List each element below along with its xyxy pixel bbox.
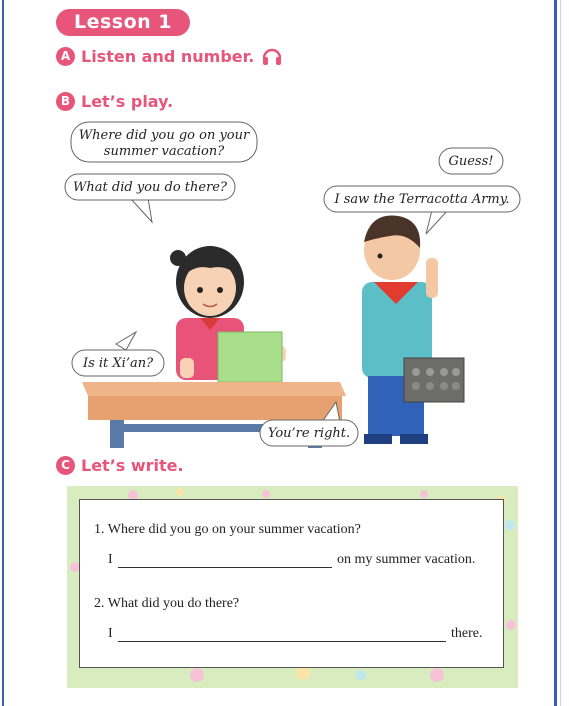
decor-dot	[296, 666, 310, 680]
speech-bubble-where	[71, 122, 257, 162]
decor-dot	[430, 668, 444, 682]
speech-bubble-saw	[324, 186, 520, 234]
answer-2-blank[interactable]	[118, 641, 446, 642]
decor-dot	[190, 668, 204, 682]
lesson-title: Lesson 1	[56, 9, 190, 36]
decor-dot	[262, 490, 270, 498]
bubble-right-text: You’re right.	[267, 426, 351, 441]
section-a-header	[56, 44, 283, 68]
section-c-letter: C	[56, 456, 75, 475]
section-b-letter: B	[56, 92, 75, 111]
answer-1-end: on my summer vacation.	[337, 552, 476, 567]
boy-figure	[362, 216, 438, 444]
question-1: 1. Where did you go on your summer vacation?	[94, 522, 361, 537]
headphones-icon[interactable]	[261, 45, 283, 67]
lets-play-illustration	[60, 118, 530, 448]
speech-bubble-what	[65, 174, 235, 222]
page-border-right-inner	[560, 0, 561, 706]
page-border-left	[2, 0, 4, 706]
answer-2-start: I	[108, 626, 113, 641]
bubble-what-text: What did you do there?	[73, 180, 227, 195]
section-c-header	[56, 453, 184, 477]
bubble-guess-text: Guess!	[448, 154, 494, 169]
section-c-title: Let’s write.	[81, 455, 184, 475]
section-a-letter: A	[56, 47, 75, 66]
speech-bubble-guess	[439, 148, 503, 174]
answer-1-blank[interactable]	[118, 567, 332, 568]
decor-dot	[176, 488, 184, 496]
bubble-saw-text: I saw the Terracotta Army.	[334, 192, 510, 207]
answer-2-end: there.	[451, 626, 483, 641]
section-b-title: Let’s play.	[81, 91, 174, 111]
speech-bubble-xian	[72, 332, 164, 376]
section-b-header	[56, 89, 173, 113]
page-border-right	[554, 0, 557, 706]
decor-dot	[420, 490, 428, 498]
bubble-where-line2: summer vacation?	[103, 144, 225, 159]
decor-dot	[506, 620, 516, 630]
question-2: 2. What did you do there?	[94, 596, 240, 611]
section-a-title: Listen and number.	[81, 46, 255, 66]
decor-dot	[505, 520, 515, 530]
bubble-xian-text: Is it Xi’an?	[82, 356, 154, 371]
bubble-where-line1: Where did you go on your	[78, 128, 250, 143]
answer-1-start: I	[108, 552, 113, 567]
decor-dot	[356, 670, 366, 680]
green-paper	[218, 332, 282, 382]
terracotta-army-photo	[404, 358, 464, 402]
